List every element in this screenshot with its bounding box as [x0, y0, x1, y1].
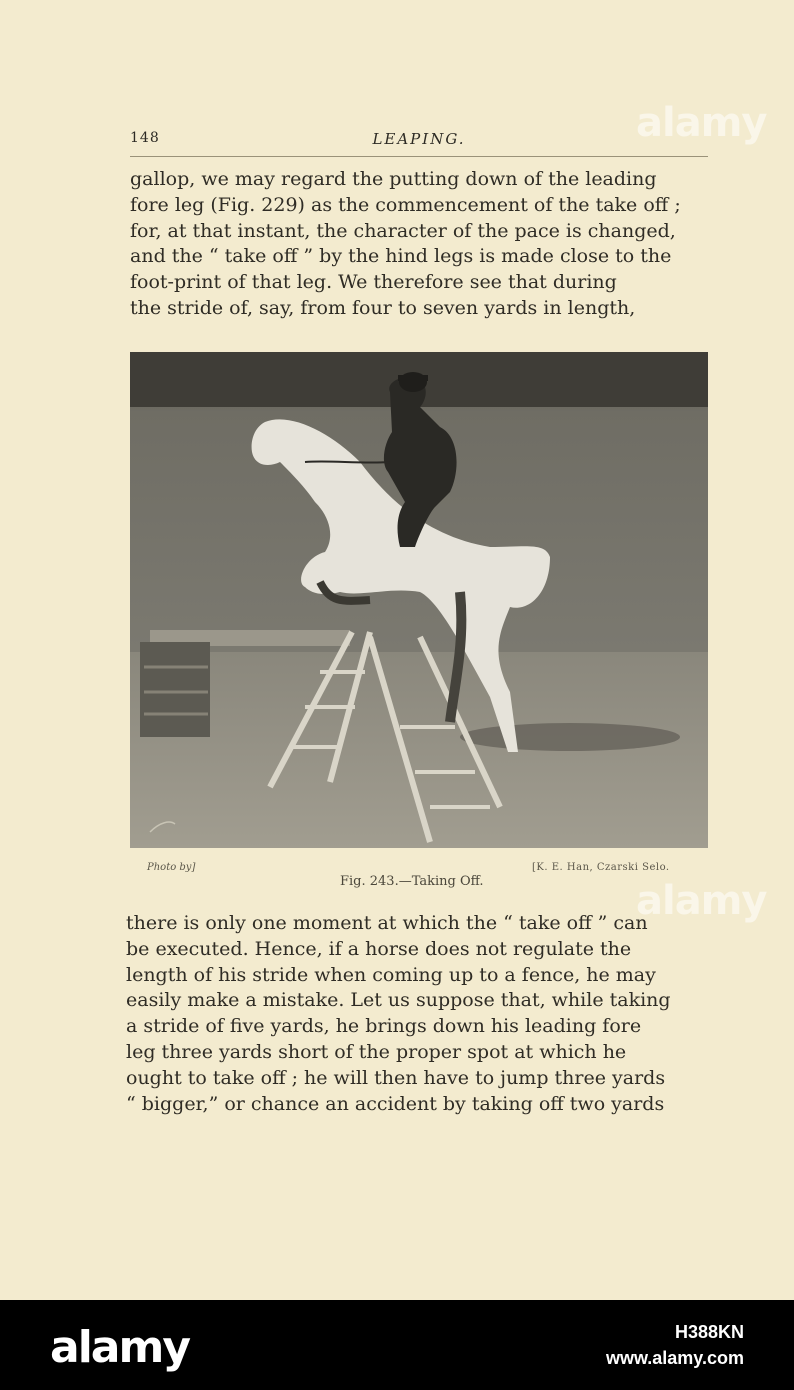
header-rule [130, 156, 708, 157]
alamy-logo[interactable]: alamy [50, 1322, 189, 1373]
text-line: there is only one moment at which the “ take off ” can [126, 912, 648, 934]
paragraph-top [130, 167, 708, 322]
text-line: be executed. Hence, if a horse does not regulate the [126, 937, 632, 960]
text-line: length of his stride when coming up to a fence, he may [126, 963, 656, 986]
text-line: ought to take off ; he will then have to jump three yards [126, 1066, 666, 1089]
photo-credit-source: [K. E. Han, Czarski Selo. [532, 862, 670, 873]
photo-credit-label: Photo by] [147, 862, 196, 873]
text-line: fore leg (Fig. 229) as the commencement of the take off ; [130, 193, 681, 216]
text-line: easily make a mistake. Let us suppose that, while taking [126, 989, 671, 1012]
figure-caption: Fig. 243.—Taking Off. [340, 874, 484, 889]
page-number: 148 [130, 130, 160, 146]
text-line: “ bigger,” or chance an accident by taking off two yards [126, 1092, 665, 1115]
text-line: the stride of, say, from four to seven yards in length, [130, 296, 636, 319]
text-line: for, at that instant, the character of the pace is changed, [130, 219, 676, 242]
text-line: gallop, we may regard the putting down of the leading [130, 168, 657, 190]
text-line: and the “ take off ” by the hind legs is made close to the [130, 245, 672, 268]
stock-footer-bar [0, 1300, 794, 1390]
paragraph-bottom [126, 911, 704, 1117]
text-line: a stride of five yards, he brings down his leading fore [126, 1015, 642, 1038]
image-id: H388KN [674, 1322, 744, 1342]
watermark-logo-middle: alamy [636, 878, 767, 924]
page-header [130, 128, 708, 152]
text-line: leg three yards short of the proper spot at which he [126, 1040, 627, 1063]
running-title: LEAPING. [372, 130, 466, 148]
text-line: foot-print of that leg. We therefore see that during [130, 271, 617, 294]
watermark-logo-top: alamy [636, 100, 767, 146]
site-url[interactable]: www.alamy.com [605, 1348, 744, 1368]
figure-photo-horse-taking-off [130, 352, 708, 848]
